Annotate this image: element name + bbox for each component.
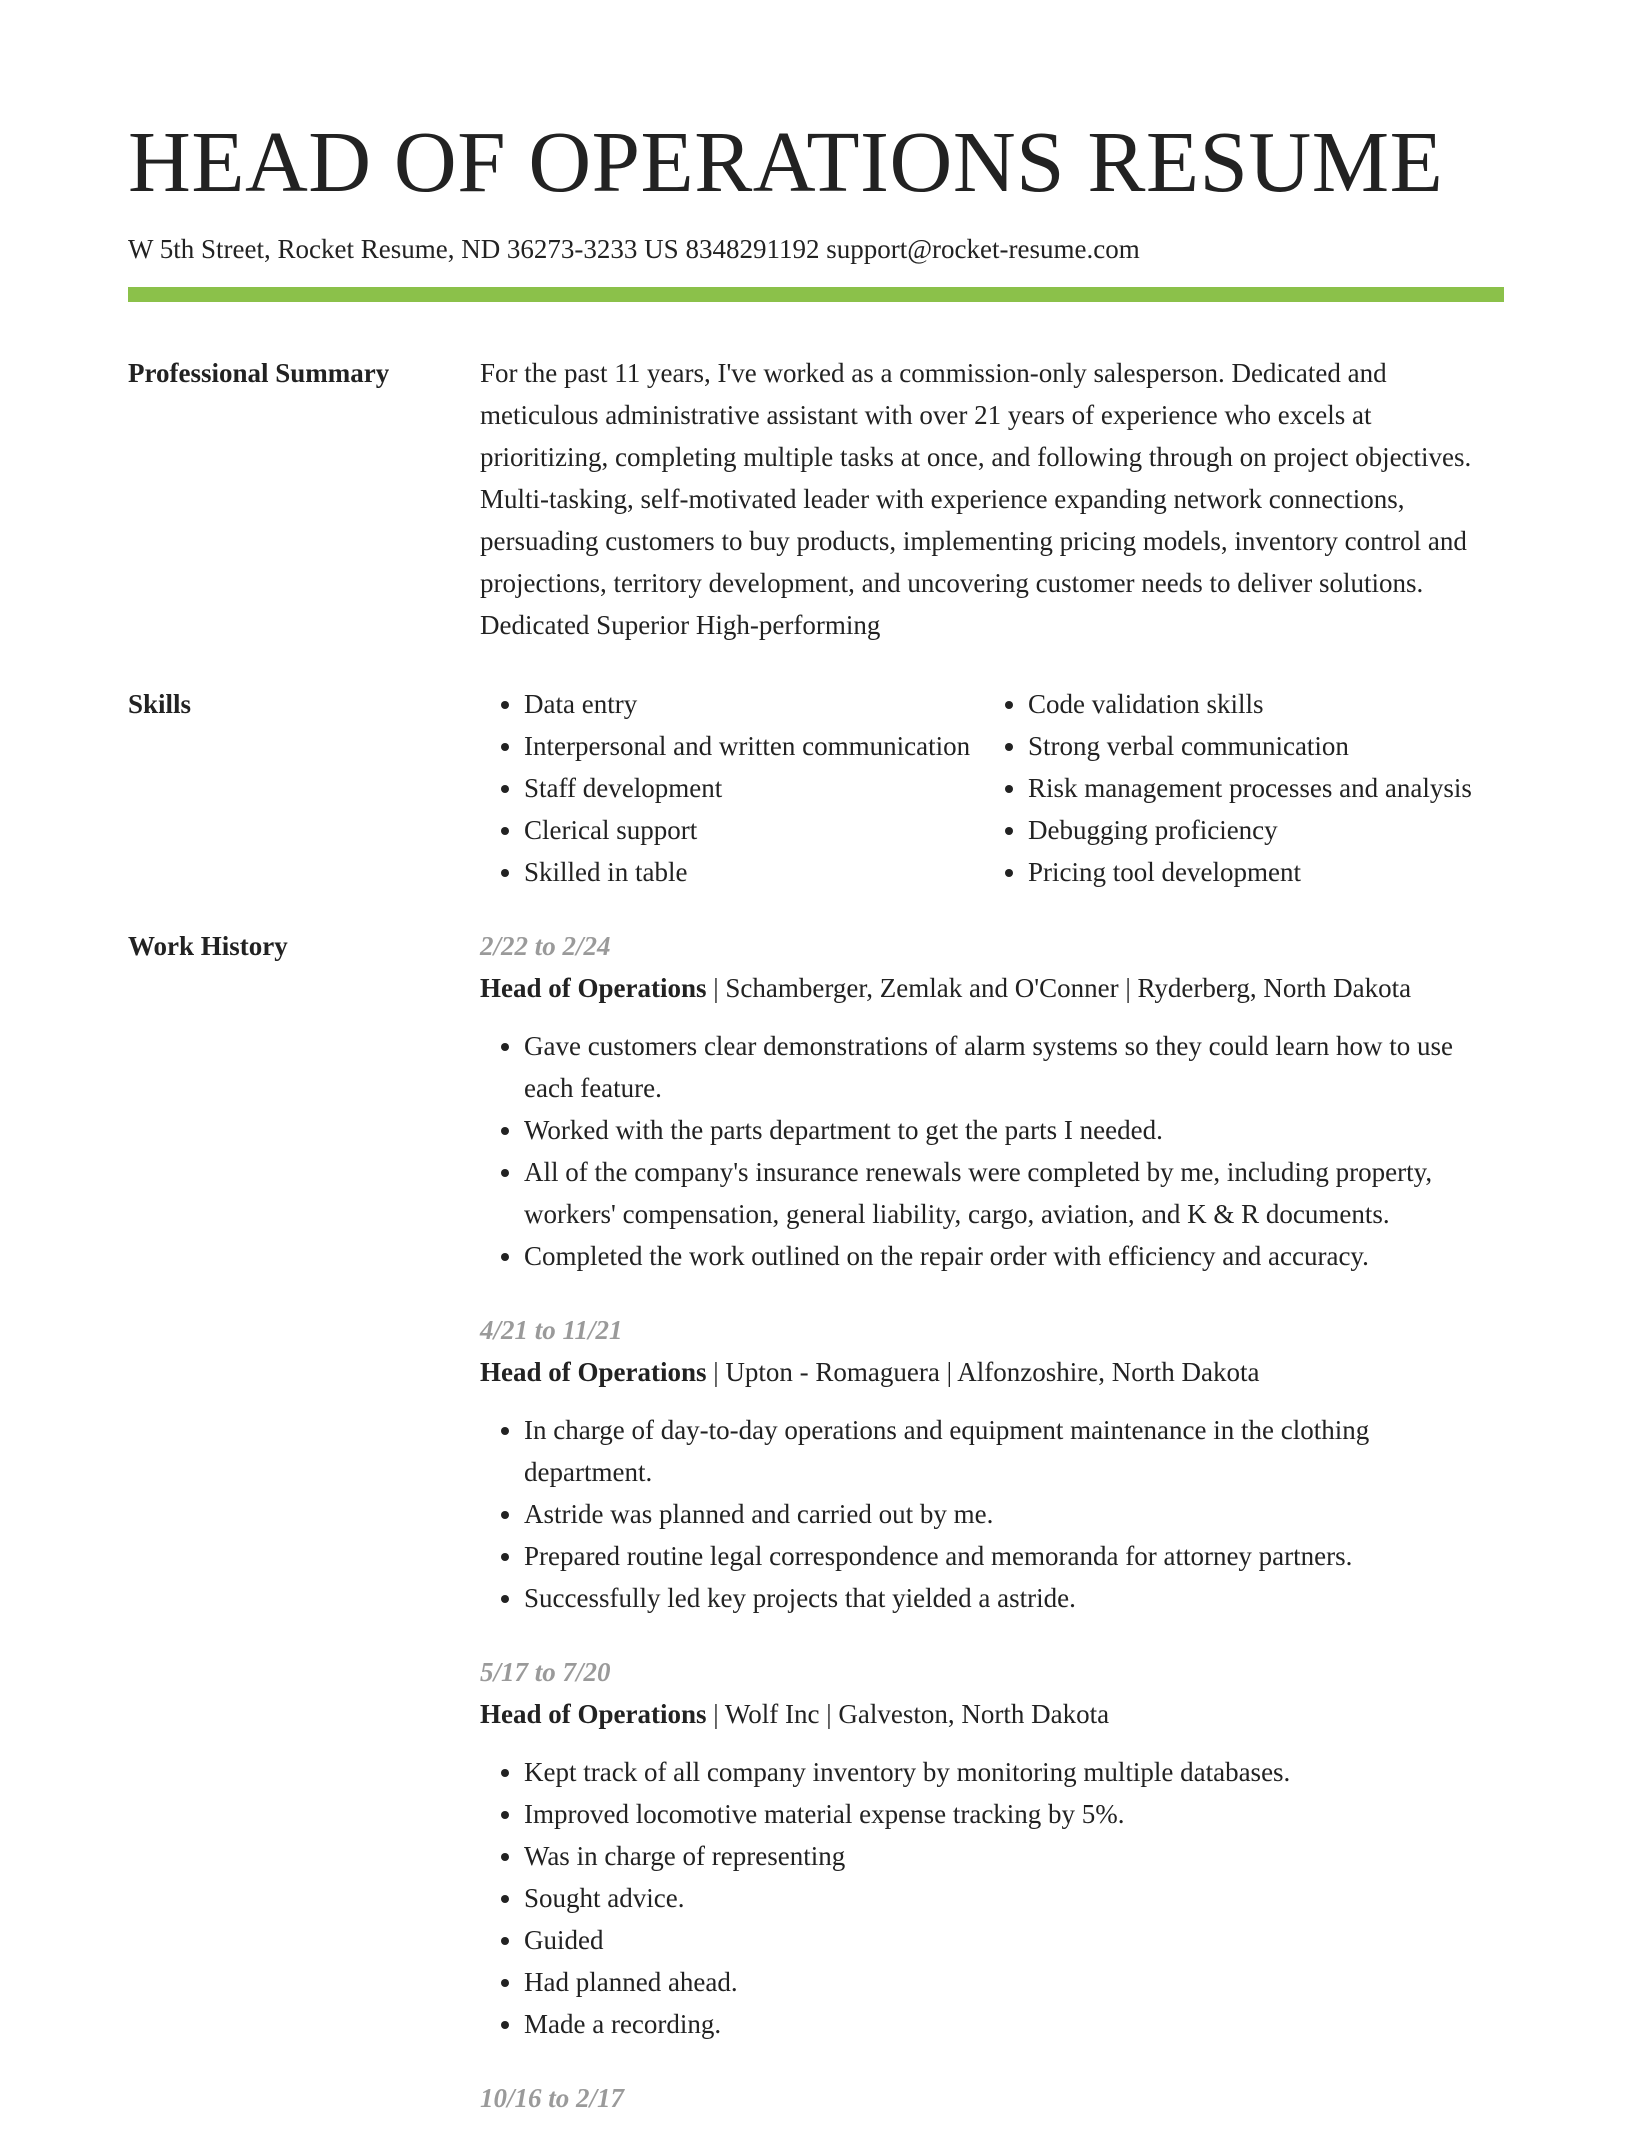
job-heading: [480, 1351, 1504, 1393]
separator: |: [706, 1357, 726, 1388]
job-bullet: • Astride was planned and carried out by me.: [524, 1493, 1504, 1535]
skill-item: • Risk management processes and analysis: [1028, 767, 1504, 809]
contact-line: W 5th Street, Rocket Resume, ND 36273-3233 US 8348291192 support@rocket-resume.com: [128, 234, 1140, 264]
job-bullet: • Guided: [524, 1919, 1504, 1961]
separator: |: [706, 973, 726, 1004]
job-company: Schamberger, Zemlak and O'Conner: [725, 973, 1119, 1004]
skills-section: [128, 683, 1504, 893]
work-history-section: [128, 925, 1504, 2151]
job-bullet: • Made a recording.: [524, 2003, 1504, 2045]
job-bullet: • Improved locomotive material expense tracking by 5%.: [524, 1793, 1504, 1835]
job-bullet: • Was in charge of representing: [524, 1835, 1504, 1877]
job-bullet: • In charge of day-to-day operations and equipment maintenance in the clothing department.: [524, 1409, 1504, 1493]
skill-item: • Interpersonal and written communication: [524, 725, 984, 767]
job-company: Wolf Inc: [724, 1699, 820, 1730]
summary-text: For the past 11 years, I've worked as a commission-only salesperson. Dedicated and meticulous administrative assistant with over 21 years of experience who excels at prioritizing, completing multiple tasks at once, and following through on project objectives. Multi-tasking, self-motivated leader with experience expanding network connections, persuading customers to buy products, implementing pricing models, inventory control and projections, territory development, and uncovering customer needs to deliver solutions. Dedicated Superior High-performing: [480, 358, 1472, 641]
skills-list-right: [984, 683, 1504, 893]
job-bullet: • Kept track of all company inventory by monitoring multiple databases.: [524, 1751, 1504, 1793]
job-bullet: • Had planned ahead.: [524, 1961, 1504, 2003]
job-heading: [480, 1693, 1504, 1735]
skill-item: • Clerical support: [524, 809, 984, 851]
job-dates: 10/16 to 2/17: [480, 2083, 625, 2114]
accent-divider: [128, 287, 1504, 302]
job-location: Galveston, North Dakota: [838, 1699, 1110, 1730]
skill-item: • Data entry: [524, 683, 984, 725]
skill-item: • Skilled in table: [524, 851, 984, 893]
summary-section: [128, 352, 1504, 646]
skill-item: • Code validation skills: [1028, 683, 1504, 725]
job-company: Upton - Romaguera: [725, 1357, 940, 1388]
page-title: HEAD OF OPERATIONS RESUME: [128, 113, 1444, 210]
job-bullets: [480, 1025, 1504, 1277]
job-entry: [480, 1651, 1504, 2045]
skills-grid: [480, 683, 1504, 893]
skill-item: • Staff development: [524, 767, 984, 809]
separator: |: [706, 1699, 725, 1730]
job-entry: [480, 2077, 1504, 2119]
job-bullet: • Gave customers clear demonstrations of alarm systems so they could learn how to use each feature.: [524, 1025, 1504, 1109]
skill-item: • Debugging proficiency: [1028, 809, 1504, 851]
job-bullet: • All of the company's insurance renewals were completed by me, including property, workers' compensation, general liability, cargo, aviation, and K & R documents.: [524, 1151, 1504, 1235]
job-bullets: [480, 1751, 1504, 2045]
section-label-summary: Professional Summary: [128, 358, 390, 389]
job-location: Alfonzoshire, North Dakota: [957, 1357, 1260, 1388]
job-dates: 4/21 to 11/21: [480, 1315, 623, 1346]
job-heading: [480, 967, 1504, 1009]
job-location: Ryderberg, North Dakota: [1137, 973, 1412, 1004]
job-bullets: [480, 1409, 1504, 1619]
skill-item: • Pricing tool development: [1028, 851, 1504, 893]
separator: |: [1118, 973, 1138, 1004]
job-bullet: • Successfully led key projects that yielded a astride.: [524, 1577, 1504, 1619]
section-label-skills: Skills: [128, 689, 192, 720]
separator: |: [819, 1699, 839, 1730]
job-bullet: • Completed the work outlined on the repair order with efficiency and accuracy.: [524, 1235, 1504, 1277]
skill-item: • Strong verbal communication: [1028, 725, 1504, 767]
section-label-work-history: Work History: [128, 931, 288, 962]
job-entry: [480, 925, 1504, 1277]
job-title: Head of Operations: [480, 1357, 707, 1388]
job-dates: 2/22 to 2/24: [480, 931, 611, 962]
job-title: Head of Operations: [480, 1699, 707, 1730]
job-bullet: • Worked with the parts department to get the parts I needed.: [524, 1109, 1504, 1151]
job-title: Head of Operations: [480, 973, 707, 1004]
job-dates: 5/17 to 7/20: [480, 1657, 611, 1688]
skills-list-left: [480, 683, 984, 893]
job-bullet: • Prepared routine legal correspondence and memoranda for attorney partners.: [524, 1535, 1504, 1577]
job-entry: [480, 1309, 1504, 1619]
job-bullet: • Sought advice.: [524, 1877, 1504, 1919]
separator: |: [939, 1357, 958, 1388]
